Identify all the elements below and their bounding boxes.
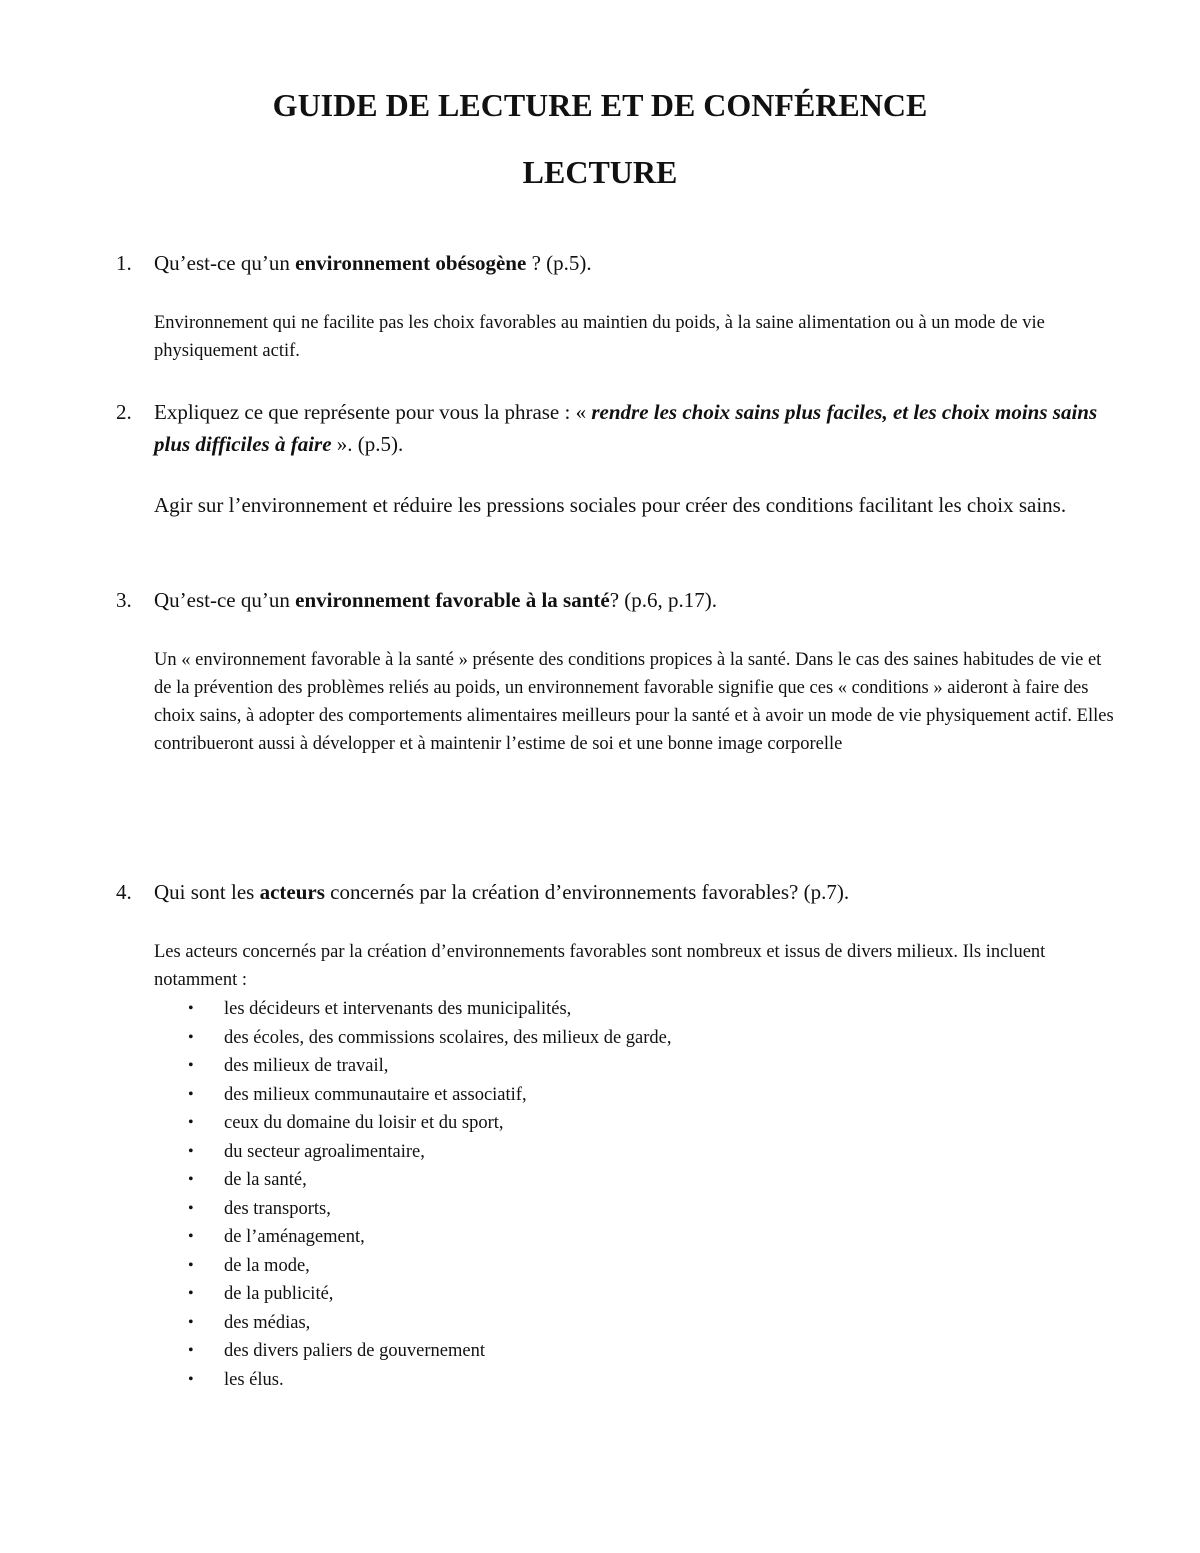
list-item xyxy=(154,1024,672,1053)
question-suffix: concernés par la création d’environnements favorables? (p.7). xyxy=(324,880,850,904)
bullet-icon: • xyxy=(188,1228,194,1245)
question-prefix: Qu’est-ce qu’un xyxy=(154,588,296,612)
list-item-text: des milieux de travail, xyxy=(224,1056,389,1076)
list-item xyxy=(154,1195,672,1224)
bullet-icon: • xyxy=(188,1285,194,1302)
list-item xyxy=(154,1366,672,1395)
list-item xyxy=(154,1309,672,1338)
question-2 xyxy=(116,396,1116,460)
bullet-icon: • xyxy=(188,1142,194,1160)
bullet-icon: • xyxy=(188,1114,194,1131)
question-quote: rendre les choix sains plus faciles, et les choix moins sains plus difficiles à faire xyxy=(154,400,1098,456)
list-item-text: du secteur agroalimentaire, xyxy=(224,1141,425,1162)
answer-2: Agir sur l’environnement et réduire les pressions sociales pour créer des conditions facilitant les choix sains. xyxy=(154,493,1067,517)
bullet-icon: • xyxy=(188,1199,194,1217)
section-title: LECTURE xyxy=(522,154,678,190)
question-prefix: Qu’est-ce qu’un xyxy=(154,251,296,275)
bullet-icon: • xyxy=(188,1313,194,1331)
list-item-text: de la mode, xyxy=(224,1255,310,1276)
question-keyword: environnement favorable à la santé xyxy=(295,588,610,612)
list-item xyxy=(154,1252,672,1281)
list-item-text: des médias, xyxy=(224,1312,311,1333)
question-text xyxy=(154,247,1116,279)
list-item xyxy=(154,995,672,1024)
list-item-text: de la publicité, xyxy=(224,1284,334,1304)
list-item xyxy=(154,1166,672,1195)
list-item-text: les décideurs et intervenants des municipalités, xyxy=(224,999,572,1019)
list-item-text: des écoles, des commissions scolaires, des milieux de garde, xyxy=(224,1027,672,1048)
document-title: GUIDE DE LECTURE ET DE CONFÉRENCE xyxy=(272,87,928,123)
question-suffix: ? (p.5). xyxy=(526,251,592,275)
bullet-icon: • xyxy=(188,1171,194,1188)
question-keyword: environnement obésogène xyxy=(295,251,527,275)
answer-4: Les acteurs concernés par la création d’environnements favorables sont nombreux et issus de divers milieux. Ils incluent notamment : xyxy=(154,942,1046,990)
bullet-icon: • xyxy=(188,1085,194,1103)
actors-list xyxy=(154,995,672,1394)
list-item xyxy=(154,1280,672,1309)
question-1 xyxy=(116,247,1116,279)
question-text xyxy=(154,584,1116,616)
question-text xyxy=(154,876,1116,908)
question-keyword: acteurs xyxy=(259,880,325,904)
bullet-icon: • xyxy=(188,1057,194,1074)
bullet-icon: • xyxy=(188,1028,194,1046)
question-prefix: Expliquez ce que représente pour vous la phrase : « xyxy=(154,400,592,424)
list-item-text: les élus. xyxy=(224,1369,284,1390)
question-suffix: ». (p.5). xyxy=(331,432,404,456)
list-item-text: ceux du domaine du loisir et du sport, xyxy=(224,1113,504,1133)
list-item-text: de la santé, xyxy=(224,1170,307,1190)
question-number: 2. xyxy=(116,400,132,424)
list-item-text: des milieux communautaire et associatif, xyxy=(224,1084,527,1105)
question-3 xyxy=(116,584,1116,616)
question-prefix: Qui sont les xyxy=(154,880,260,904)
list-item xyxy=(154,1109,672,1138)
list-item xyxy=(154,1052,672,1081)
bullet-icon: • xyxy=(188,1000,194,1017)
bullet-icon: • xyxy=(188,1256,194,1274)
question-number: 4. xyxy=(116,880,132,904)
answer-3: Un « environnement favorable à la santé » présente des conditions propices à la santé. Dans le cas des saines habitudes de vie et de la prévention des problèmes reliés au poids, un environnement favorable signifie que ces « conditions » aideront à faire des choix sains, à adopter des comportements alimentaires meilleurs pour la santé et à avoir un mode de vie physiquement actif. Elles contribueront aussi à développer et à maintenir l’estime de soi et une bonne image corporelle xyxy=(154,650,1114,754)
answer-1: Environnement qui ne facilite pas les choix favorables au maintien du poids, à la saine alimentation ou à un mode de vie physiquement actif. xyxy=(154,313,1045,361)
bullet-icon: • xyxy=(188,1370,194,1388)
question-number: 3. xyxy=(116,588,132,612)
list-item-text: de l’aménagement, xyxy=(224,1227,365,1247)
list-item xyxy=(154,1081,672,1110)
question-suffix: ? (p.6, p.17). xyxy=(609,588,718,612)
list-item-text: des transports, xyxy=(224,1198,331,1219)
list-item-text: des divers paliers de gouvernement xyxy=(224,1341,485,1361)
question-number: 1. xyxy=(116,251,132,275)
bullet-icon: • xyxy=(188,1342,194,1359)
list-item xyxy=(154,1138,672,1167)
question-text xyxy=(154,396,1116,460)
list-item xyxy=(154,1337,672,1366)
question-4 xyxy=(116,876,1116,908)
list-item xyxy=(154,1223,672,1252)
